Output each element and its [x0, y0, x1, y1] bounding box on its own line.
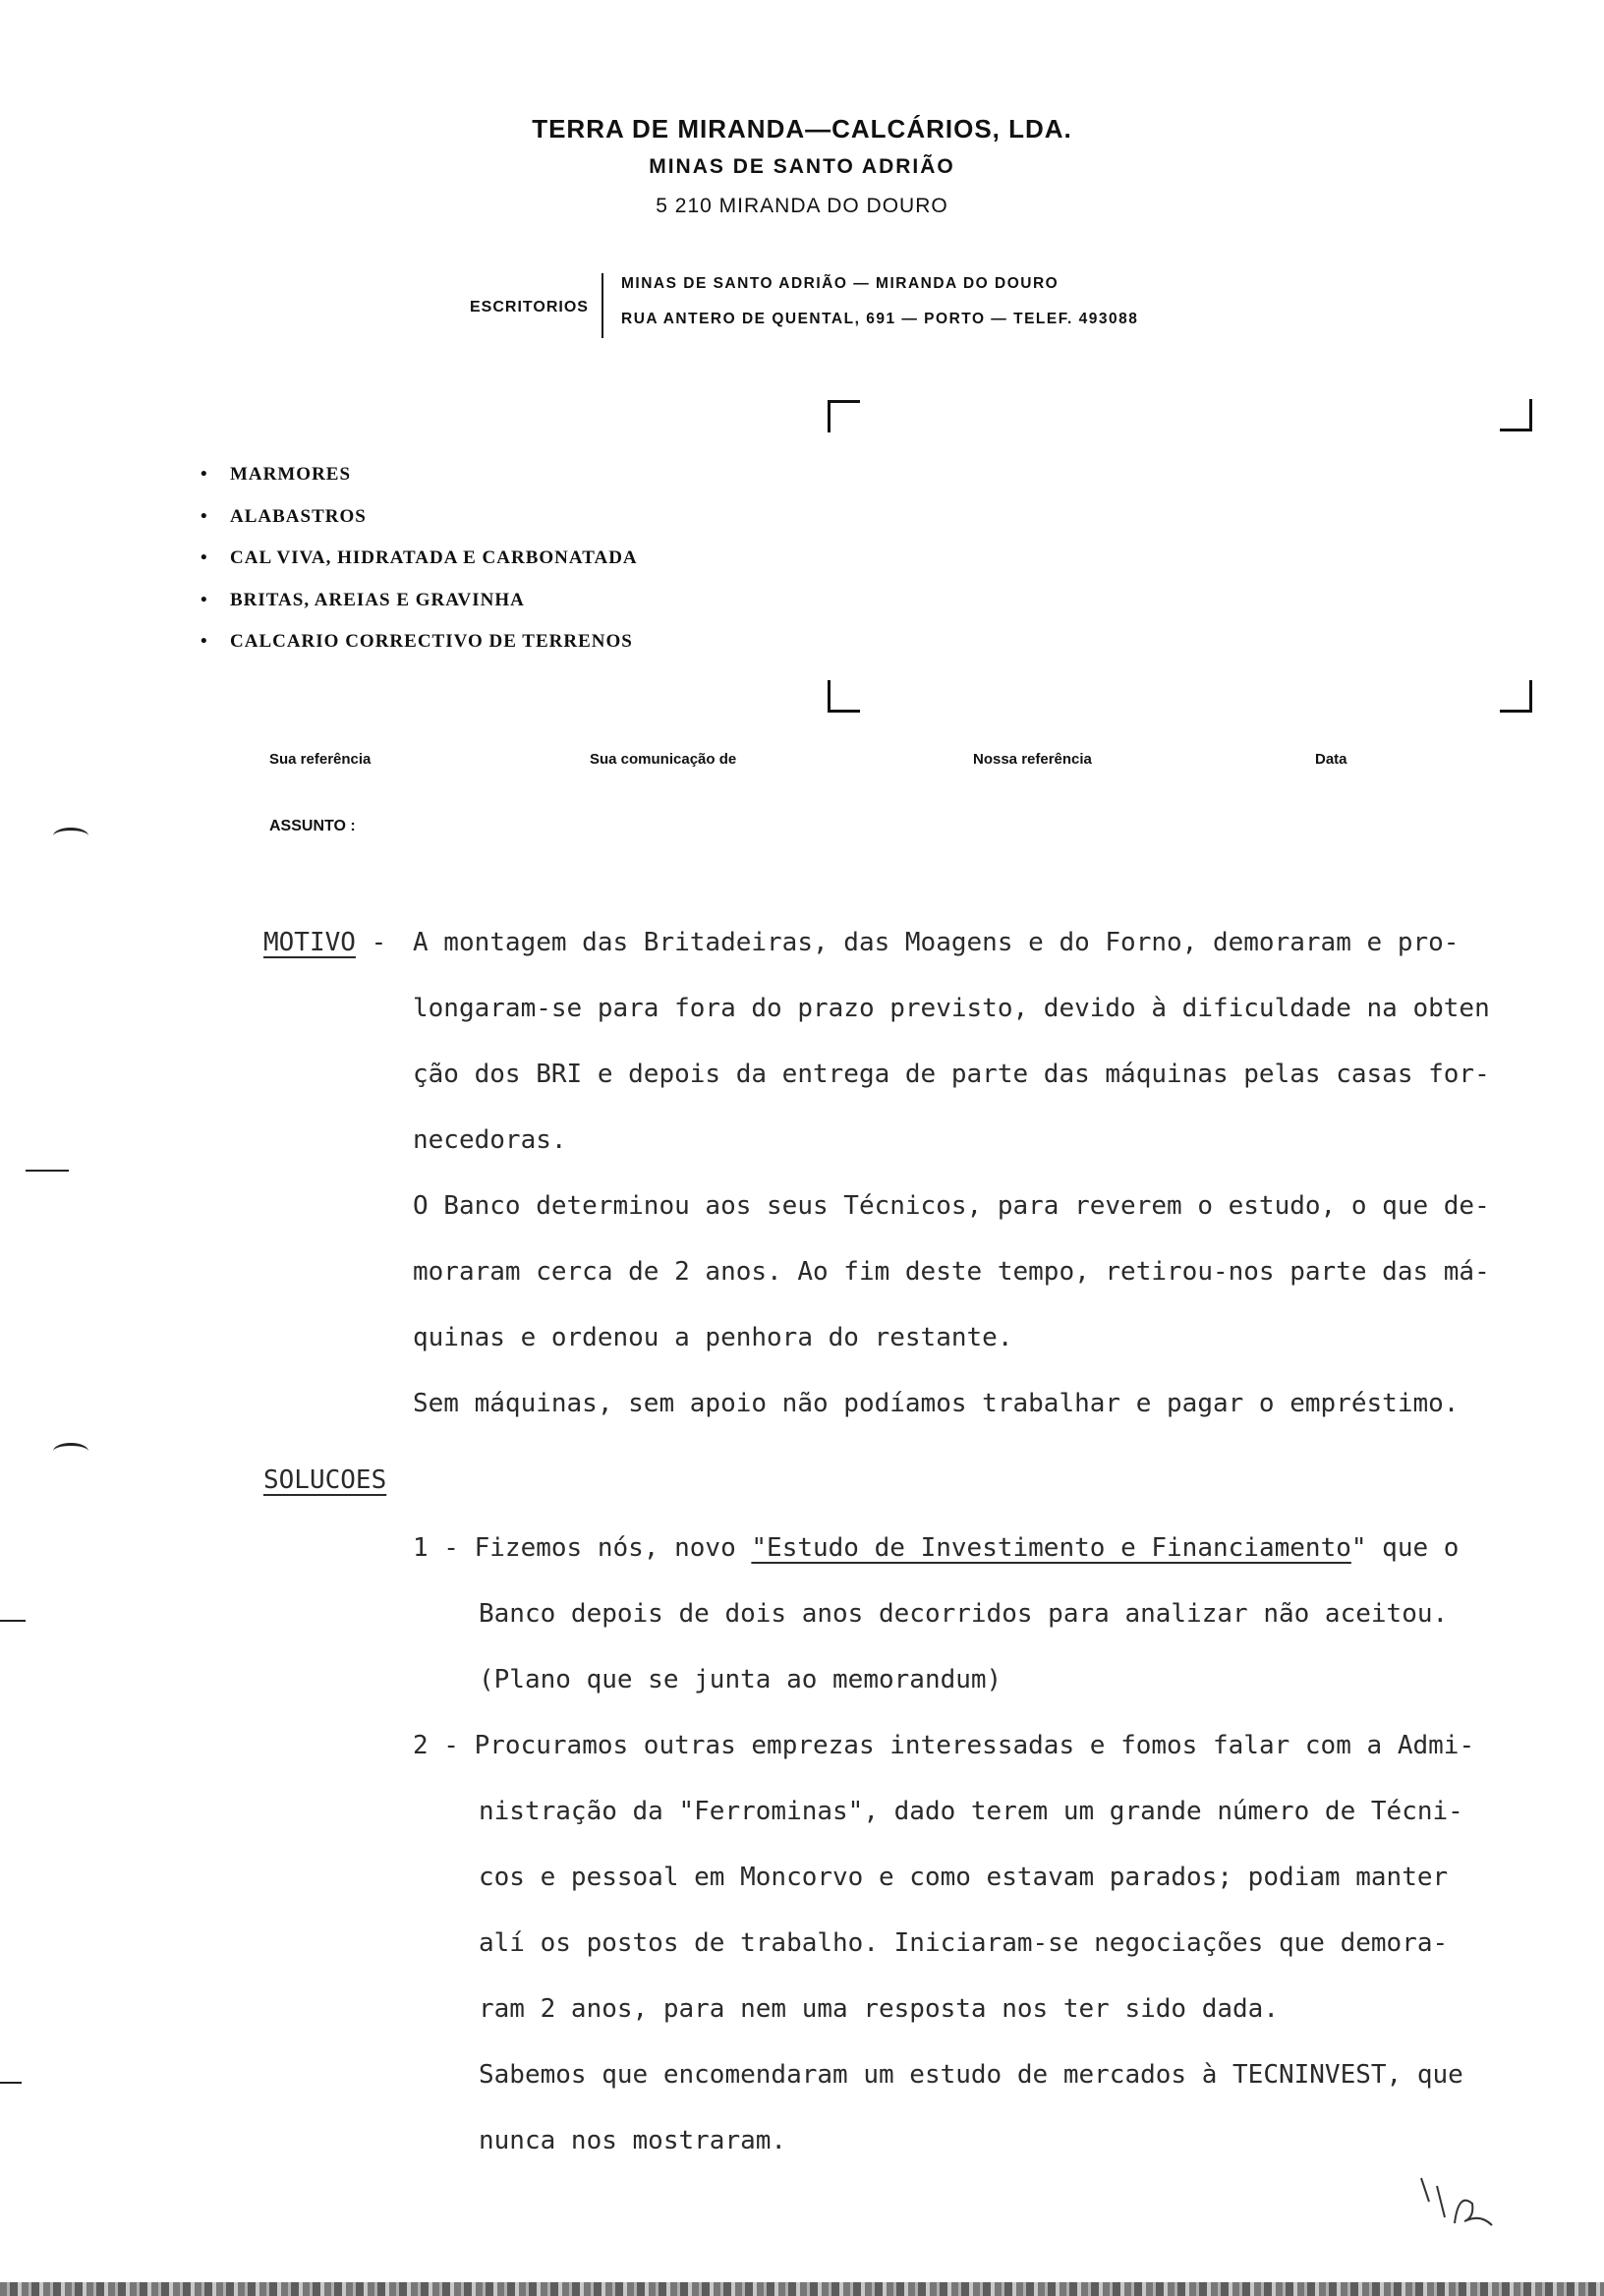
offices-label: ESCRITORIOS [470, 299, 589, 316]
bullet-icon: • [200, 547, 208, 568]
our-reference-label: Nossa referência [973, 751, 1092, 768]
initials-signature [1415, 2174, 1533, 2263]
solution-2-line: nunca nos mostraram. [479, 2126, 787, 2155]
bullet-icon: • [200, 505, 208, 527]
subject-label: ASSUNTO : [269, 818, 356, 834]
company-name: TERRA DE MIRANDA—CALCÁRIOS, LDA. [532, 114, 1072, 144]
product-item: • ALABASTROS [200, 504, 638, 546]
solution-2-number: 2 - [413, 1731, 475, 1760]
address-bracket-top-right [1500, 399, 1532, 431]
solution-2-line: cos e pessoal em Moncorvo e como estavam parados; podiam manter [479, 1863, 1449, 1892]
product-item: • BRITAS, AREIAS E GRAVINHA [200, 588, 638, 630]
bullet-icon: • [200, 589, 208, 610]
address-bracket-top-left [828, 400, 860, 432]
products-list [200, 462, 638, 671]
solution-2-line: nistração da "Ferrominas", dado terem um grande número de Técni- [479, 1797, 1463, 1826]
bullet-icon: • [200, 631, 208, 652]
address-bracket-bottom-left [828, 680, 860, 713]
motivo-line: Sem máquinas, sem apoio não podíamos trabalhar e pagar o empréstimo. [413, 1389, 1460, 1418]
solution-1-number: 1 - [413, 1533, 475, 1563]
bullet-icon: • [200, 464, 208, 485]
motivo-line: necedoras. [413, 1125, 567, 1155]
date-label: Data [1315, 751, 1347, 768]
address-bracket-bottom-right [1500, 680, 1532, 713]
solution-2-line: ram 2 anos, para nem uma resposta nos ter sido dada. [479, 1994, 1279, 2024]
solucoes-heading: SOLUCOES [263, 1465, 387, 1495]
study-title: "Estudo de Investimento e Financiamento [751, 1533, 1351, 1563]
motivo-line: moraram cerca de 2 anos. Ao fim deste tempo, retirou-nos parte das má- [413, 1257, 1490, 1287]
solution-2-line: alí os postos de trabalho. Iniciaram-se negociações que demora- [479, 1928, 1449, 1958]
product-item: • CAL VIVA, HIDRATADA E CARBONATADA [200, 545, 638, 588]
offices-divider [602, 273, 603, 338]
your-communication-label: Sua comunicação de [590, 751, 737, 768]
punch-hole-mark [53, 1443, 88, 1460]
fold-mark [26, 1170, 69, 1172]
motivo-line: A montagem das Britadeiras, das Moagens e do Forno, demoraram e pro- [413, 928, 1460, 957]
office-address-1: MINAS DE SANTO ADRIÃO — MIRANDA DO DOURO [621, 275, 1060, 292]
motivo-heading: MOTIVO [263, 928, 356, 957]
solution-1-first-line: 1 - Fizemos nós, novo "Estudo de Investimento e Financiamento" que o [413, 1533, 1460, 1563]
punch-hole-mark [53, 828, 88, 844]
mine-name: MINAS DE SANTO ADRIÃO [649, 155, 955, 178]
postal-address: 5 210 MIRANDA DO DOURO [656, 195, 948, 217]
solution-2-line: Sabemos que encomendaram um estudo de mercados à TECNINVEST, que [479, 2060, 1463, 2090]
scan-edge [0, 2282, 1604, 2296]
fold-mark [0, 1620, 26, 1622]
office-address-2: RUA ANTERO DE QUENTAL, 691 — PORTO — TELEF. 493088 [621, 311, 1139, 327]
motivo-line: ção dos BRI e depois da entrega de parte das máquinas pelas casas for- [413, 1060, 1490, 1089]
product-item: • CALCARIO CORRECTIVO DE TERRENOS [200, 629, 638, 671]
product-item: • MARMORES [200, 462, 638, 504]
motivo-line: quinas e ordenou a penhora do restante. [413, 1323, 1013, 1352]
motivo-heading-row: MOTIVO - [263, 928, 402, 957]
your-reference-label: Sua referência [269, 751, 372, 768]
solution-1-line: Banco depois de dois anos decorridos para analizar não aceitou. [479, 1599, 1449, 1629]
motivo-line: O Banco determinou aos seus Técnicos, para reverem o estudo, o que de- [413, 1191, 1490, 1221]
solution-1-line: (Plano que se junta ao memorandum) [479, 1665, 1002, 1694]
solution-2-first-line: 2 - Procuramos outras emprezas interessadas e fomos falar com a Admi- [413, 1731, 1475, 1760]
motivo-line: longaram-se para fora do prazo previsto, devido à dificuldade na obten [413, 994, 1490, 1023]
fold-mark [0, 2082, 22, 2084]
